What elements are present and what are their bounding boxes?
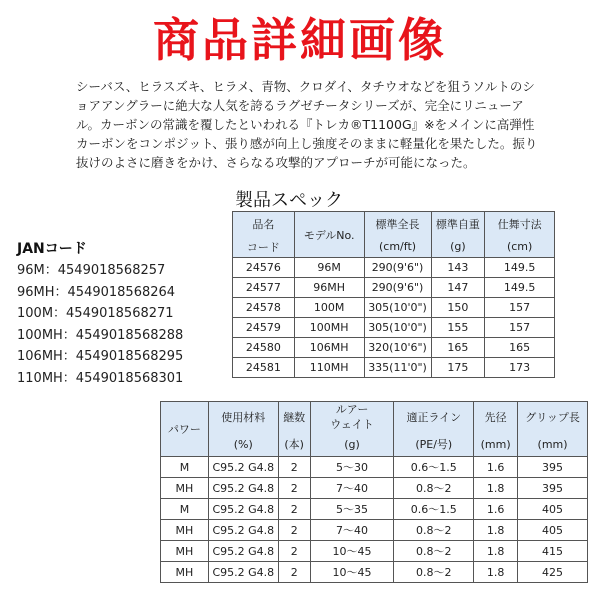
detail-header-cell: パワー (161, 402, 209, 457)
table-cell: 5～35 (310, 499, 394, 520)
spec-header-cell: 標準自重 (431, 212, 485, 237)
product-description (76, 77, 546, 172)
table-cell: 96MH (294, 278, 364, 298)
table-cell: 335(11'0") (364, 358, 431, 378)
table-cell: 2 (278, 499, 310, 520)
table-cell: 395 (518, 457, 588, 478)
table-cell: 24576 (233, 258, 295, 278)
table-cell: 100MH (294, 318, 364, 338)
detail-table (160, 401, 588, 583)
jan-code-list (17, 260, 183, 389)
table-cell: 2 (278, 541, 310, 562)
table-cell: 320(10'6") (364, 338, 431, 358)
table-cell: 149.5 (485, 278, 555, 298)
detail-header-cell: (PE/号) (394, 432, 474, 457)
page-title: 商品詳細画像 (153, 13, 447, 67)
jan-code-item: 106MH：4549018568295 (17, 349, 184, 364)
table-cell: MH (161, 478, 209, 499)
description-line: ル。カーボンの常識を覆したといわれる『トレカ®T1100G』※をメインに高弾性 (76, 117, 535, 132)
spec-heading: 製品スペック (235, 190, 343, 211)
table-cell: 1.6 (474, 457, 518, 478)
spec-header-cell: (g) (431, 236, 485, 258)
table-cell: 24579 (233, 318, 295, 338)
jan-code-item: 96MH：4549018568264 (17, 284, 176, 300)
table-cell: 405 (518, 520, 588, 541)
table-cell: 24578 (233, 298, 295, 318)
table-cell: 110MH (294, 358, 364, 378)
spec-header-cell: (cm) (485, 236, 555, 258)
detail-header-cell: (%) (208, 432, 278, 457)
spec-header-row (233, 236, 555, 258)
detail-header-cell: (mm) (518, 432, 588, 457)
table-cell: 2 (278, 520, 310, 541)
table-cell: 165 (431, 338, 485, 358)
spec-header-row (233, 212, 555, 237)
spec-header-cell: 仕舞寸法 (485, 212, 555, 237)
table-cell: 150 (431, 298, 485, 318)
jan-code-item: 100MH：4549018568288 (17, 327, 184, 343)
table-cell: 96M (294, 258, 364, 278)
jan-code-item: 100M：4549018568271 (17, 306, 174, 321)
table-cell: C95.2 G4.8 (208, 499, 278, 520)
table-row (161, 478, 588, 499)
detail-header-cell: 使用材料 (208, 402, 278, 433)
detail-header-cell: (g) (310, 432, 394, 457)
table-cell: MH (161, 541, 209, 562)
table-cell: 10～45 (310, 562, 394, 583)
table-cell: 165 (485, 338, 555, 358)
table-cell: 0.6～1.5 (394, 457, 474, 478)
table-row (161, 457, 588, 478)
spec-table (232, 211, 555, 378)
table-cell: 405 (518, 499, 588, 520)
table-cell: 0.8～2 (394, 478, 474, 499)
table-row (233, 318, 555, 338)
table-cell: 290(9'6") (364, 278, 431, 298)
table-row (233, 338, 555, 358)
table-row (233, 258, 555, 278)
table-cell: 24577 (233, 278, 295, 298)
table-cell: 157 (485, 298, 555, 318)
spec-header-cell: 標準全長 (364, 212, 431, 237)
table-row (161, 541, 588, 562)
table-cell: 0.8～2 (394, 562, 474, 583)
table-cell: MH (161, 520, 209, 541)
table-cell: M (161, 499, 209, 520)
table-cell: 106MH (294, 338, 364, 358)
table-cell: 10～45 (310, 541, 394, 562)
table-cell: C95.2 G4.8 (208, 562, 278, 583)
table-cell: 175 (431, 358, 485, 378)
table-row (233, 298, 555, 318)
description-line: カーボンをコンポジット、張り感が向上し強度そのままに軽量化を果たした。振り (76, 136, 538, 151)
jan-heading: JANコード (17, 241, 87, 257)
table-cell: 100M (294, 298, 364, 318)
table-cell: 415 (518, 541, 588, 562)
table-cell: 7～40 (310, 520, 394, 541)
spec-header-cell: モデルNo. (294, 212, 364, 258)
table-cell: 1.6 (474, 499, 518, 520)
detail-header-cell: 先径 (474, 402, 518, 433)
detail-header-cell: グリップ長 (518, 402, 588, 433)
table-cell: 5～30 (310, 457, 394, 478)
detail-header-row (161, 402, 588, 433)
table-cell: 2 (278, 478, 310, 499)
detail-header-cell: (mm) (474, 432, 518, 457)
table-cell: 157 (485, 318, 555, 338)
detail-header-cell: ルアー ウェイト (310, 402, 394, 433)
spec-header-cell: (cm/ft) (364, 236, 431, 258)
table-row (161, 520, 588, 541)
table-cell: 1.8 (474, 478, 518, 499)
jan-code-item: 110MH：4549018568301 (17, 370, 184, 386)
table-cell: 173 (485, 358, 555, 378)
table-cell: 305(10'0") (364, 318, 431, 338)
table-row (161, 499, 588, 520)
detail-header-cell: (本) (278, 432, 310, 457)
description-line: ョアアングラーに絶大な人気を誇るラグゼチータシリーズが、完全にリニューア (76, 98, 524, 113)
table-cell: 1.8 (474, 562, 518, 583)
description-line: シーバス、ヒラスズキ、ヒラメ、青物、クロダイ、タチウオなどを狙うソルトのシ (76, 79, 535, 94)
detail-header-cell: 適正ライン (394, 402, 474, 433)
jan-code-item: 96M：4549018568257 (17, 263, 166, 278)
table-cell: 290(9'6") (364, 258, 431, 278)
table-row (161, 562, 588, 583)
table-cell: 143 (431, 258, 485, 278)
table-cell: 2 (278, 457, 310, 478)
table-cell: 1.8 (474, 520, 518, 541)
table-cell: 2 (278, 562, 310, 583)
table-cell: 24581 (233, 358, 295, 378)
table-cell: C95.2 G4.8 (208, 520, 278, 541)
table-cell: 305(10'0") (364, 298, 431, 318)
table-cell: 0.8～2 (394, 520, 474, 541)
table-cell: 425 (518, 562, 588, 583)
detail-header-cell: 継数 (278, 402, 310, 433)
spec-header-cell: コード (233, 236, 295, 258)
table-cell: 395 (518, 478, 588, 499)
table-cell: 0.8～2 (394, 541, 474, 562)
table-cell: 0.6～1.5 (394, 499, 474, 520)
table-cell: 7～40 (310, 478, 394, 499)
detail-header-row (161, 432, 588, 457)
spec-header-cell: 品名 (233, 212, 295, 237)
table-cell: C95.2 G4.8 (208, 478, 278, 499)
table-cell: 149.5 (485, 258, 555, 278)
table-row (233, 278, 555, 298)
table-cell: C95.2 G4.8 (208, 457, 278, 478)
table-cell: 155 (431, 318, 485, 338)
table-cell: 24580 (233, 338, 295, 358)
table-cell: MH (161, 562, 209, 583)
description-line: 抜けのよさに磨きをかけ、さらなる攻撃的アプローチが可能になった。 (76, 155, 476, 170)
table-cell: M (161, 457, 209, 478)
table-cell: C95.2 G4.8 (208, 541, 278, 562)
table-cell: 1.8 (474, 541, 518, 562)
table-row (233, 358, 555, 378)
table-cell: 147 (431, 278, 485, 298)
